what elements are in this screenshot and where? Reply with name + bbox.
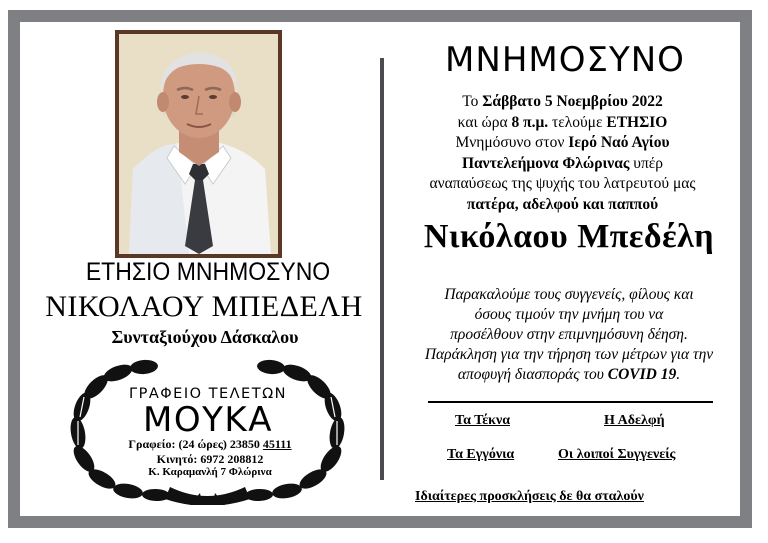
signature-relatives: Οι λοιποί Συγγενείς — [558, 447, 676, 462]
announcement-line: και ώρα 8 π.μ. τελούμε ΕΤΗΣΙΟ — [457, 113, 668, 131]
announcement-line: Παντελεήμονα Φλώρινας υπέρ — [461, 154, 664, 172]
deceased-name: Νικόλαου Μπεδέλη — [423, 218, 715, 255]
announcement-line: πατέρα, αδελφού και παππού — [466, 195, 659, 213]
left-deceased-name: ΝΙΚΟΛΑΟΥ ΜΠΕΔΕΛΗ — [45, 290, 363, 323]
portrait-photo — [119, 34, 278, 254]
invitation-line: όσους τιμούν την μνήμη του να — [474, 306, 664, 323]
signature-sister: Η Αδελφή — [604, 413, 665, 428]
portrait-illustration — [119, 34, 278, 254]
logo-office-phone: Γραφείο: (24 ώρες) 23850 45111 — [128, 437, 292, 451]
signature-divider — [428, 401, 713, 403]
left-subtitle: Συνταξιούχου Δάσκαλου — [111, 327, 299, 347]
left-heading: ΕΤΗΣΙΟ ΜΝΗΜΟΣΥΝΟ — [85, 258, 331, 286]
logo-mobile-phone: Κινητό: 6972 208812 — [156, 452, 264, 466]
invitation-text — [392, 285, 746, 385]
logo-caption: ΓΡΑΦΕΙΟ ΤΕΛΕΤΩΝ — [129, 386, 287, 402]
announcement-line: αναπαύσεως της ψυχής του λατρευτού μας — [429, 175, 696, 192]
invitation-line: αποφυγή διασποράς του COVID 19. — [457, 366, 681, 383]
footer-note: Ιδιαίτερες προσκλήσεις δε θα σταλούν — [415, 489, 644, 504]
announcement-text — [395, 92, 730, 215]
logo-address: Κ. Καραμανλή 7 Φλώρινα — [148, 466, 272, 478]
logo-name: ΜΟΥΚΑ — [143, 400, 273, 440]
right-title: ΜΝΗΜΟΣΥΝΟ — [445, 40, 685, 80]
announcement-line: Το Σάββατο 5 Νοεμβρίου 2022 — [462, 93, 663, 110]
invitation-line: Παράκληση για την τήρηση των μέτρων για την — [424, 346, 714, 363]
invitation-line: προσέλθουν στην επιμνημόσυνη δέηση. — [450, 326, 688, 343]
vertical-divider — [380, 58, 384, 480]
signature-children: Τα Τέκνα — [455, 413, 511, 428]
portrait-frame — [115, 30, 282, 258]
signature-grandchildren: Τα Εγγόνια — [447, 447, 515, 462]
announcement-line: Μνημόσυνο στον Ιερό Ναό Αγίου — [455, 134, 670, 151]
invitation-line: Παρακαλούμε τους συγγενείς, φίλους και — [444, 286, 694, 303]
